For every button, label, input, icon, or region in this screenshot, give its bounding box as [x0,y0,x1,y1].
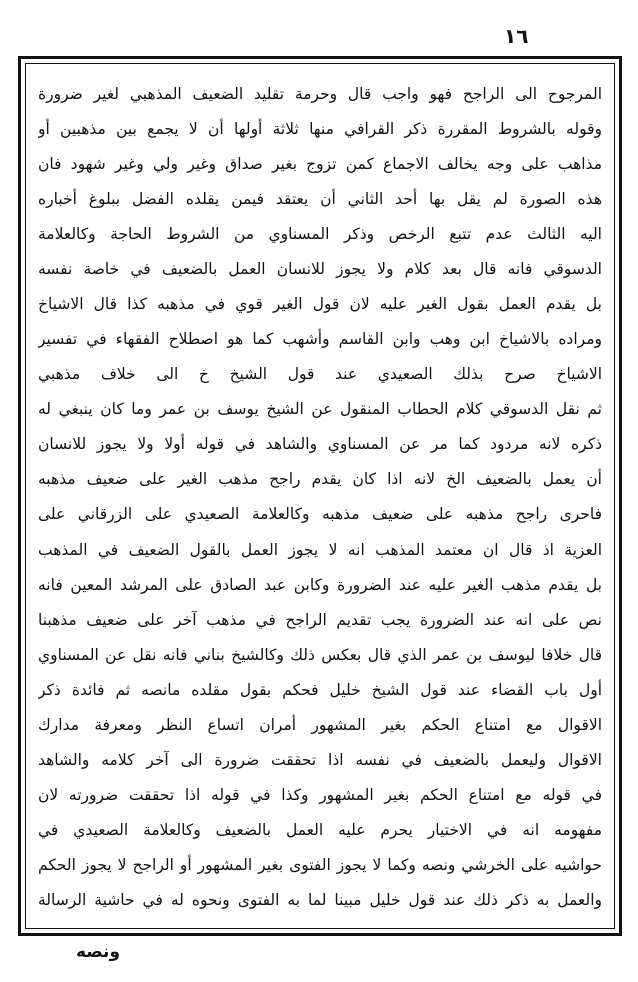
text-line-content: مذاهب على وجه يخالف الاجماع كمن تزوج بغير صداق وغير ولي وغير شهود فان [38,154,602,173]
text-line-content: والعمل به ذكر ذلك عند قول خليل مبينا لما به الفتوى ونحوه له في حاشية الرسالة [38,891,602,910]
text-line-content: حواشيه على الخرشي ونصه وكما لا يجوز الفتوى بغير المشهور أو الراجح لا يجوز الحكم [38,856,602,875]
text-line-content: أن يعمل بالضعيف الخ لانه اذا كان يقدم راجح مذهب الغير على ضعيف مذهبه [38,470,602,489]
text-line-content: ذكره لانه مردود كما مر عن المسناوي والشاهد في قوله أولا ولا يجوز للانسان [38,435,602,454]
text-line [38,357,602,392]
text-line [38,742,602,777]
text-line [38,146,602,181]
inner-border [25,63,615,929]
text-line [38,497,602,532]
text-line-content: الاقوال وليعمل بالضعيف في نفسه اذا تحققت ضرورة الى آخر كلامه والشاهد [38,751,602,770]
text-line-content: الاشياخ صرح بذلك الصعيدي عند قول الشيخ خ الى خلاف مذهبي [38,365,602,384]
text-line [38,76,602,111]
text-line-content: في قوله مع امتناع الحكم بغير المشهور وكذا في قوله اذا تحققت ضرورته لان [38,786,602,805]
text-line [38,848,602,883]
text-line-content: اليه الثالث عدم تتبع الرخص وذكر المسناوي من الشروط الحاجة وكالعلامة [38,224,602,243]
text-line [38,672,602,707]
catchword: ونصه [76,942,121,962]
text-line [38,322,602,357]
text-line [38,883,602,918]
text-line [38,602,602,637]
text-line [38,181,602,216]
text-line [38,813,602,848]
text-line-content: هذه الصورة لم يقل بها أحد الثاني أن يعتقد فيمن يقلده الفضل ببلوغ أخباره [38,189,602,208]
text-line [38,111,602,146]
text-line [38,778,602,813]
text-line [38,427,602,462]
text-line-content: ثم نقل الدسوقي كلام الحطاب المنقول عن الشيخ يوسف بن عمر وما كان ينبغي له [38,400,602,419]
page-border [18,56,622,936]
text-line [38,707,602,742]
text-line [38,532,602,567]
text-line-content: العزية اذ قال ان معتمد المذهب انه لا يجوز العمل بالقول الضعيف في المذهب [38,540,602,559]
text-body [38,76,602,918]
text-line-content: بل يقدم مذهب الغير عليه عند الضرورة وكابن عبد الصادق على المرشد المعين فانه [38,575,602,594]
text-line-content: ومراده بالاشياخ ابن وهب وابن القاسم وأشهب كما هو اصطلاح الفقهاء في تفسير [38,330,602,349]
text-line [38,251,602,286]
text-line-content: وقوله بالشروط المقررة ذكر القرافي منها ثلاثة أولها أن لا يجمع بين مذهبين أو [38,119,602,138]
page-number: ١٦ [504,24,529,48]
text-line-content: مفهومه انه في الاختيار يحرم عليه العمل بالضعيف وكالعلامة الصعيدي في [38,821,602,840]
text-line-content: فاحرى راجح مذهبه على ضعيف مذهبه وكالعلامة الصعيدي على الزرقاني على [38,505,602,524]
text-line-content: الدسوقي فانه قال بعد كلام ولا يجوز للانسان العمل بالضعيف في خاصة نفسه [38,259,602,278]
text-line [38,216,602,251]
text-line-content: المرجوح الى الراجح فهو واجب قال وحرمة تقليد الضعيف المذهبي لغير ضرورة [38,84,602,103]
text-line [38,462,602,497]
text-line [38,567,602,602]
text-line [38,637,602,672]
text-line [38,286,602,321]
text-line-content: أول باب القضاء عند قول الشيخ خليل فحكم بقول مقلده مانصه ثم فائدة ذكر [38,680,602,699]
text-line-content: بل يقدم العمل بقول الغير عليه لان قول الغير قوي في مذهبه كذا قال الاشياخ [38,295,602,313]
text-line [38,392,602,427]
text-line-content: قال خلافا ليوسف بن عمر الذي قال بعكس ذلك وكالشيخ بناني فانه نقل عن المسناوي [38,645,602,664]
text-line-content: نص على انه عند الضرورة يجب تقديم الراجح في مذهب آخر على ضعيف مذهبنا [38,610,602,629]
text-line-content: الاقوال مع امتناع الحكم بغير المشهور أمران اتساع النظر ومعرفة مدارك [38,715,602,734]
